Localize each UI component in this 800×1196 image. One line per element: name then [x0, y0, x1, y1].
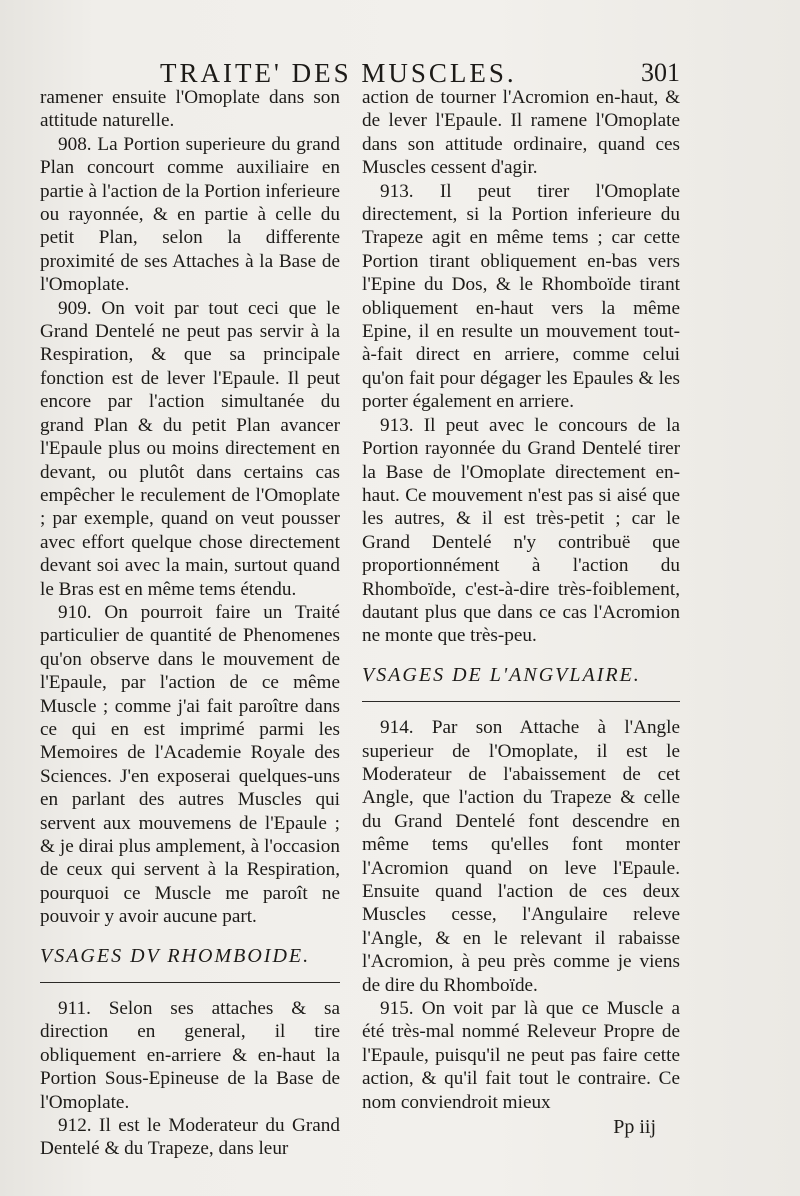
running-title: TRAITE' DES MUSCLES.	[160, 58, 517, 88]
paragraph: 909. On voit par tout ceci que le Grand Dentelé ne peut pas servir à la Respiration, & que sa principale fonction est de lever l'Epaule. Il peut encore par l'action simultanée du grand Plan & du petit Plan avancer l'Epaule plus ou moins directement en devant, ou plutôt dans certains cas empêcher le reculement de l'Omoplate ; par exemple, quand on veut pousser avec effort quelque chose directement devant soi avec la main, surtout quand le Bras est en même tems étendu.	[40, 297, 340, 600]
section-heading: VSAGES DV RHOMBOIDE.	[40, 944, 311, 967]
paragraph: 914. Par son Attache à l'Angle superieur de l'Omoplate, il est le Moderateur de l'abaissement de cet Angle, que l'action du Trapeze & celle du Grand Dentelé font descendre en même tems qu'elles font monter l'Acromion quand on leve l'Epaule. Ensuite quand l'action de ces deux Muscles cesse, l'Angulaire releve l'Angle, & en le relevant il rabaisse l'Acromion, à peu près comme je viens de dire du Rhomboïde.	[362, 717, 680, 996]
left-column	[40, 86, 340, 1161]
paragraph: ramener ensuite l'Omoplate dans son attitude naturelle.	[40, 87, 340, 132]
paragraph: 915. On voit par là que ce Muscle a été très-mal nommé Releveur Propre de l'Epaule, puisqu'il ne peut pas faire cette action, & qu'il fait tout le contraire. Ce nom conviendroit mieux	[362, 998, 680, 1113]
divider	[362, 701, 680, 702]
paragraph: 913. Il peut avec le concours de la Portion rayonnée du Grand Dentelé tirer la Base de l'Omoplate directement en-haut. Ce mouvement n'est pas si aisé que les autres, & il est très-petit ; car le Grand Dentelé n'y contribuë que proportionnément à l'action du Rhomboïde, c'est-à-dire très-foiblement, dautant plus que dans ce cas l'Acromion ne monte que très-peu.	[362, 414, 680, 647]
section-heading: VSAGES DE L'ANGVLAIRE.	[362, 663, 641, 686]
divider	[40, 982, 340, 983]
paragraph: action de tourner l'Acromion en-haut, & de lever l'Epaule. Il ramene l'Omoplate dans son attitude ordinaire, quand ces Muscles cessent d'agir.	[362, 87, 680, 179]
paragraph: 913. Il peut tirer l'Omoplate directement, si la Portion inferieure du Trapeze agit en même tems ; car cette Portion tirant obliquement en-bas vers l'Epine du Dos, & le Rhomboïde tirant obliquement en-haut vers la même Epine, il en resulte un mouvement tout-à-fait direct en arriere, comme celui qu'on fait pour dégager les Epaules & les porter également en arriere.	[362, 180, 680, 413]
paragraph: 908. La Portion superieure du grand Plan concourt comme auxiliaire en partie à l'action de la Portion inferieure ou rayonnée, & en partie à celle du petit Plan, selon la differente proximité de ses Attaches à la Base de l'Omoplate.	[40, 133, 340, 296]
paragraph: 912. Il est le Moderateur du Grand Dentelé & du Trapeze, dans leur	[40, 1115, 340, 1160]
page-number: 301	[641, 58, 680, 87]
paragraph: 911. Selon ses attaches & sa direction en general, il tire obliquement en-arriere & en-haut la Portion Sous-Epineuse de la Base de l'Omoplate.	[40, 998, 340, 1113]
signature-mark: Pp iij	[613, 1116, 656, 1139]
right-column	[362, 86, 680, 1139]
paragraph: 910. On pourroit faire un Traité particulier de quantité de Phenomenes qu'on observe dans le mouvement de l'Epaule, par l'action de ce même Muscle ; comme j'ai fait paroître dans ce qui en est imprimé parmi les Memoires de l'Academie Royale des Sciences. J'en exposerai quelques-uns en parlant des autres Muscles qui servent aux mouvemens de l'Epaule ; & je dirai plus amplement, à l'occasion de ceux qui servent à la Respiration, pourquoi ce Muscle me paroît ne pouvoir y avoir aucune part.	[40, 601, 340, 928]
